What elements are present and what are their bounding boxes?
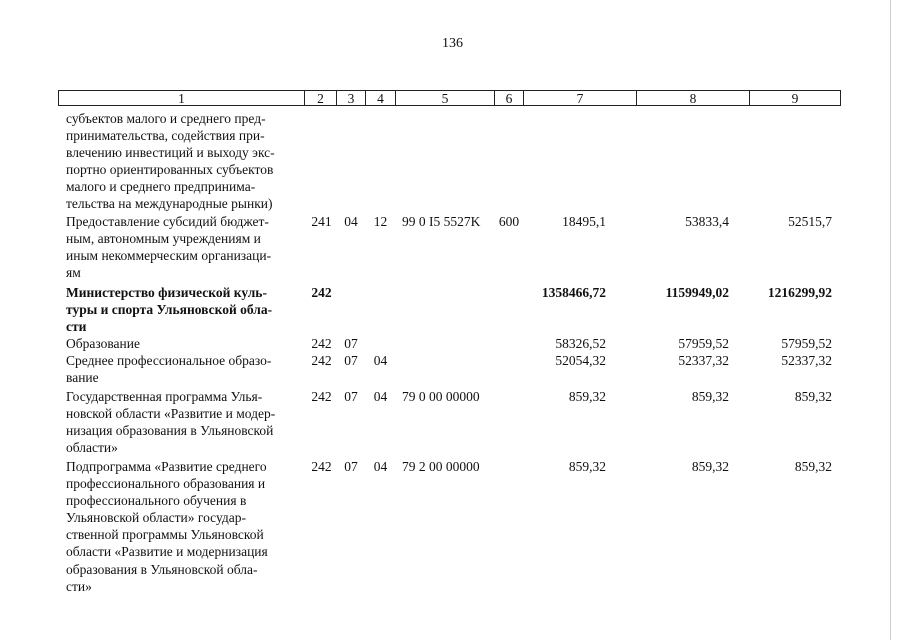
page-edge-line: [890, 0, 891, 640]
row-name: Государственная программа Улья- новской области «Развитие и модер- низация образования в Ульяновской области»: [66, 389, 276, 456]
row-name: Министерство физической куль- туры и спорта Ульяновской обла- сти: [66, 285, 273, 335]
page-number: 136: [442, 36, 463, 51]
subsection-code: 04: [373, 459, 388, 474]
header-cell-1: 1: [58, 90, 304, 106]
section-code: 07: [344, 336, 358, 351]
amount-col-9: 859,32: [794, 389, 832, 404]
amount-col-8: 859,32: [691, 389, 729, 404]
row-name: субъектов малого и среднего пред- принимательства, содействия при- влечению инвестиций и выходу экс- портно ориентированных субъектов малого и среднего предпринима- тельства на международные рынки): [66, 111, 275, 212]
amount-col-8: 53833,4: [685, 214, 729, 229]
section-code: 07: [344, 389, 358, 404]
amount-col-7: 859,32: [568, 389, 606, 404]
header-cell-2: 2: [304, 90, 336, 106]
header-cell-8: 8: [636, 90, 749, 106]
amount-col-9: 1216299,92: [767, 285, 832, 300]
header-cell-5: 5: [395, 90, 494, 106]
amount-col-9: 52515,7: [788, 214, 832, 229]
amount-col-8: 52337,32: [678, 353, 729, 368]
header-cell-3: 3: [336, 90, 365, 106]
target-article-code: 79 2 00 00000: [402, 459, 480, 474]
amount-col-8: 1159949,02: [665, 285, 729, 300]
row-name: Подпрограмма «Развитие среднего профессионального образования и профессионального обучения в Ульяновской области» государ- ственной программы Ульяновской области «Развитие и модернизация образования в Ульяновской обла- сти»: [66, 459, 268, 594]
header-cell-7: 7: [523, 90, 636, 106]
section-code: 04: [344, 214, 358, 229]
grbs-code: 242: [311, 459, 332, 474]
subsection-code: 04: [373, 353, 388, 368]
subsection-code: 12: [373, 214, 388, 229]
amount-col-8: 57959,52: [678, 336, 729, 351]
grbs-code: 242: [311, 285, 332, 300]
header-cell-9: 9: [749, 90, 841, 106]
header-cell-6: 6: [494, 90, 523, 106]
expense-type-code: 600: [498, 214, 520, 229]
row-name: Среднее профессиональное образо- вание: [66, 353, 272, 386]
amount-col-7: 52054,32: [555, 353, 606, 368]
amount-col-9: 52337,32: [781, 353, 832, 368]
target-article-code: 79 0 00 00000: [402, 389, 480, 404]
amount-col-7: 18495,1: [562, 214, 606, 229]
section-code: 07: [344, 353, 358, 368]
amount-col-9: 859,32: [794, 459, 832, 474]
target-article-code: 99 0 I5 5527K: [402, 214, 481, 229]
subsection-code: 04: [373, 389, 388, 404]
grbs-code: 241: [311, 214, 332, 229]
amount-col-9: 57959,52: [781, 336, 832, 351]
amount-col-8: 859,32: [691, 459, 729, 474]
header-cell-4: 4: [365, 90, 395, 106]
amount-col-7: 1358466,72: [541, 285, 606, 300]
section-code: 07: [344, 459, 358, 474]
row-name: Образование: [66, 336, 140, 351]
grbs-code: 242: [311, 336, 332, 351]
row-name: Предоставление субсидий бюджет- ным, автономным учреждениям и иным некоммерческим организаци- ям: [66, 214, 272, 281]
amount-col-7: 58326,52: [555, 336, 606, 351]
grbs-code: 242: [311, 389, 332, 404]
grbs-code: 242: [311, 353, 332, 368]
amount-col-7: 859,32: [568, 459, 606, 474]
